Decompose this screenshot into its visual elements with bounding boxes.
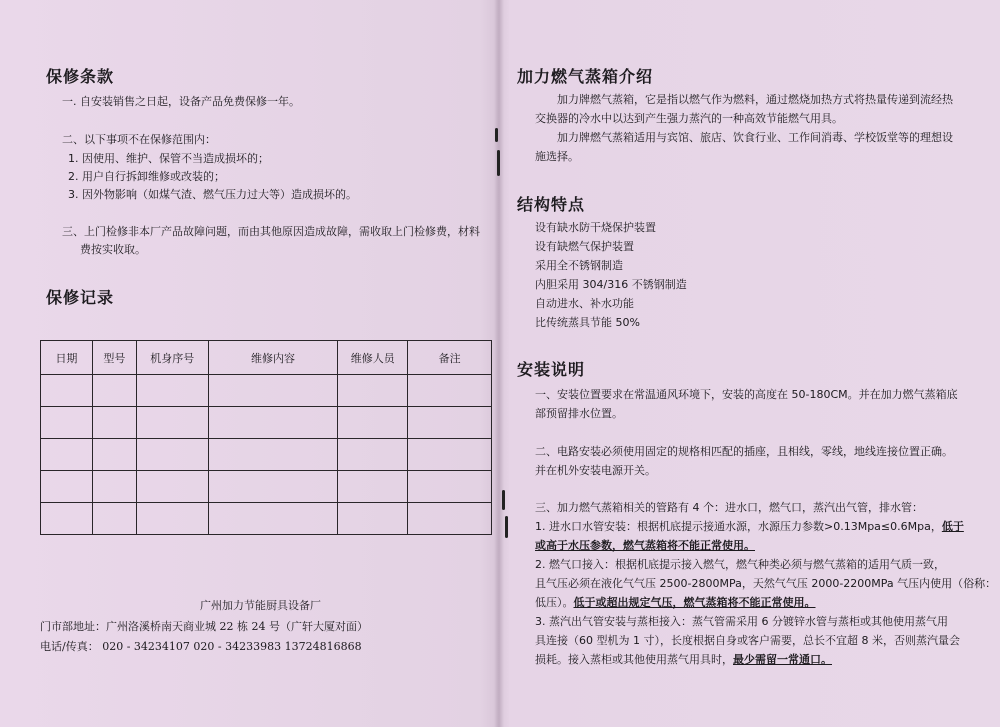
staple-mark — [495, 128, 498, 142]
warranty-clause-1: 一. 自安装销售之日起，设备产品免费保修一年。 — [62, 95, 300, 108]
table-row — [41, 471, 492, 503]
company-phone: 电话/传真： 020 - 34234107 020 - 34233983 13724816868 — [40, 640, 362, 653]
feature-item: 自动进水、补水功能 — [535, 297, 634, 310]
warranty-clause-2-item-2: 2. 用户自行拆卸维修或改装的； — [68, 170, 225, 183]
col-header-model: 型号 — [92, 341, 136, 375]
install-step-1: 一、安装位置要求在常温通风环境下，安装的高度在 50-180CM。并在加力燃气蒸箱底 — [535, 388, 958, 401]
warranty-clause-3: 三、上门检修非本厂产品故障问题，而由其他原因造成故障，需收取上门检修费，材料 — [62, 225, 480, 238]
feature-item: 设有缺水防干烧保护装置 — [535, 221, 656, 234]
step-3-1-warning-cont: 或高于水压参数，燃气蒸箱将不能正常使用。 — [535, 539, 755, 552]
table-row — [41, 503, 492, 535]
record-title: 保修记录 — [46, 288, 115, 307]
install-step-2-cont: 并在机外安装电源开关。 — [535, 464, 656, 477]
install-step-2: 二、电路安装必须使用固定的规格相匹配的插座，且相线，零线，地线连接位置正确。 — [535, 445, 953, 458]
install-step-3-3-cont2 — [535, 650, 832, 669]
install-step-3-2-cont: 且气压必须在液化气气压 2500-2800MPa，天然气气压 2000-2200MPa 气压内使用（俗称： — [535, 577, 997, 590]
step-3-2-text: 低压）。 — [535, 596, 574, 609]
step-3-1-warning: 低于 — [941, 520, 964, 533]
right-page — [505, 0, 1000, 727]
left-page — [0, 0, 495, 727]
install-step-3-2-cont2 — [535, 593, 816, 612]
install-step-3: 三、加力燃气蒸箱相关的管路有 4 个：进水口，燃气口，蒸汽出气管，排水管： — [535, 501, 923, 514]
table-header-row — [41, 341, 492, 375]
company-address: 门市部地址：广州洛溪桥南天商业城 22 栋 24 号（广轩大厦对面） — [40, 620, 368, 633]
company-name: 广州加力节能厨具设备厂 — [200, 599, 321, 612]
table-row — [41, 375, 492, 407]
table-row — [41, 407, 492, 439]
warranty-clause-2-item-3: 3. 因外物影响（如煤气渣、燃气压力过大等）造成损坏的。 — [68, 188, 357, 201]
intro-para-2: 加力牌燃气蒸箱适用与宾馆、旅店、饮食行业、工作间消毒、学校饭堂等的理想设 — [557, 131, 953, 144]
intro-title: 加力燃气蒸箱介绍 — [517, 67, 654, 86]
install-step-3-2: 2. 燃气口接入：根据机底提示接入燃气，燃气种类必须与燃气蒸箱的适用气质一致， — [535, 558, 945, 571]
center-fold — [494, 0, 504, 727]
col-header-remark: 备注 — [408, 341, 492, 375]
install-step-1-cont: 部预留排水位置。 — [535, 407, 623, 420]
intro-para-2-cont: 施选择。 — [535, 150, 579, 163]
features-title: 结构特点 — [517, 195, 586, 214]
step-3-3-text: 损耗。接入蒸柜或其他使用蒸气用具时， — [535, 653, 733, 666]
staple-mark — [497, 150, 500, 176]
col-header-technician: 维修人员 — [338, 341, 408, 375]
repair-record-table — [40, 340, 492, 535]
feature-item: 设有缺燃气保护装置 — [535, 240, 634, 253]
col-header-serial: 机身序号 — [136, 341, 208, 375]
intro-para-1-cont: 交换器的冷水中以达到产生强力蒸汽的一种高效节能燃气用具。 — [535, 112, 843, 125]
table-row — [41, 439, 492, 471]
install-step-3-1 — [535, 517, 964, 536]
col-header-content: 维修内容 — [208, 341, 338, 375]
col-header-date: 日期 — [41, 341, 93, 375]
warranty-clause-2: 二、以下事项不在保修范围内： — [62, 133, 216, 146]
warranty-clause-3-cont: 费按实收取。 — [80, 243, 146, 256]
feature-item: 比传统蒸具节能 50% — [535, 316, 640, 329]
intro-para-1: 加力牌燃气蒸箱，它是指以燃气作为燃料，通过燃烧加热方式将热量传递到流经热 — [557, 93, 953, 106]
install-step-3-3: 3. 蒸汽出气管安装与蒸柜接入：蒸气管需采用 6 分镀锌水管与蒸柜或其他使用蒸气用 — [535, 615, 948, 628]
install-step-3-3-cont: 具连接（60 型机为 1 寸），长度根据自身或客户需要，总长不宜超 8 米，否则蒸汽量会 — [535, 634, 960, 647]
warranty-title: 保修条款 — [46, 67, 115, 86]
install-step-3-1-cont — [535, 536, 755, 555]
install-title: 安装说明 — [517, 360, 586, 379]
step-3-1-text: 1. 进水口水管安装：根据机底提示接通水源，水源压力参数>0.13Mpa≤0.6Mpa， — [535, 520, 942, 533]
step-3-3-warning: 最少需留一常通口。 — [733, 653, 832, 666]
warranty-clause-2-item-1: 1. 因使用、维护、保管不当造成损坏的； — [68, 152, 269, 165]
feature-item: 内胆采用 304/316 不锈钢制造 — [535, 278, 687, 291]
feature-item: 采用全不锈钢制造 — [535, 259, 623, 272]
step-3-2-warning: 低于或超出规定气压，燃气蒸箱将不能正常使用。 — [573, 596, 816, 609]
